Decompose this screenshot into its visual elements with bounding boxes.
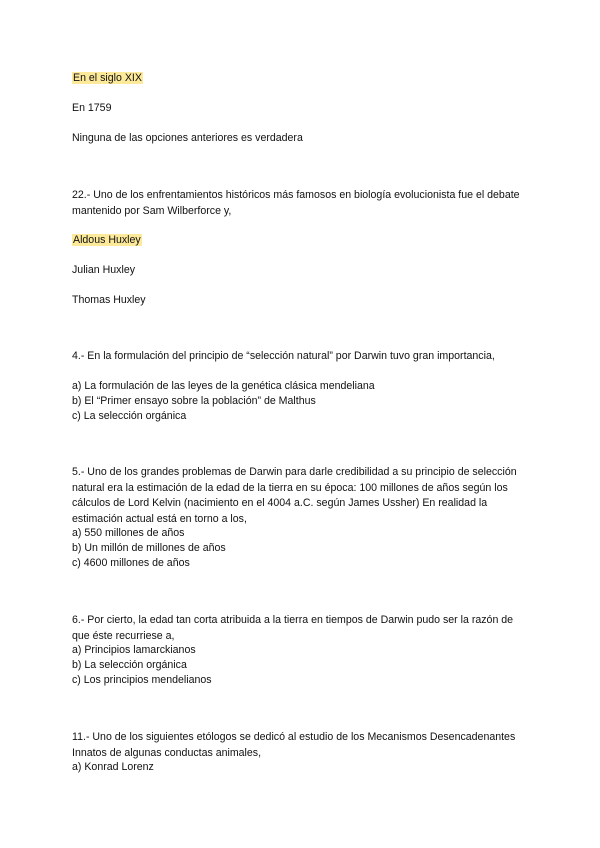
answer-option: c) 4600 millones de años <box>72 557 190 569</box>
highlighted-answer: Aldous Huxley <box>73 234 141 246</box>
answer-option: c) La selección orgánica <box>72 410 187 422</box>
answer-option: Julian Huxley <box>72 264 136 276</box>
answer-option: c) Los principios mendelianos <box>72 674 212 686</box>
highlighted-answer: En el siglo XIX <box>73 72 142 84</box>
answer-option <box>72 233 142 248</box>
answer-option: b) La selección orgánica <box>72 659 187 671</box>
question-text: 11.- Uno de los siguientes etólogos se dedicó al estudio de los Mecanismos Desencadenantes Innatos de algunas conductas animales, <box>72 731 516 759</box>
question-text: 4.- En la formulación del principio de “selección natural” por Darwin tuvo gran importancia, <box>72 350 495 362</box>
answer-option: Thomas Huxley <box>72 294 146 306</box>
answer-option: a) 550 millones de años <box>72 527 185 539</box>
answer-option: b) El “Primer ensayo sobre la población” de Malthus <box>72 395 316 407</box>
answer-option: b) Un millón de millones de años <box>72 542 226 554</box>
answer-option: a) Principios lamarckianos <box>72 644 196 656</box>
question-text: 22.- Uno de los enfrentamientos históricos más famosos en biología evolucionista fue el debate mantenido por Sam Wilberforce y, <box>72 189 520 217</box>
question-text: 6.- Por cierto, la edad tan corta atribuida a la tierra en tiempos de Darwin pudo ser la razón de que éste recurriese a, <box>72 614 514 642</box>
question-text: 5.- Uno de los grandes problemas de Darwin para darle credibilidad a su principio de selección natural era la estimación de la edad de la tierra en su época: 100 millones de años según los cálculos de Lord Kelvin (nacimiento en el 4004 a.C. según James Ussher) En realidad la estimación actual está en torno a los, <box>72 466 517 525</box>
answer-option <box>72 71 143 86</box>
answer-option: a) Konrad Lorenz <box>72 761 154 773</box>
answer-option: Ninguna de las opciones anteriores es verdadera <box>72 132 303 144</box>
answer-option: En 1759 <box>72 102 112 114</box>
answer-option: a) La formulación de las leyes de la genética clásica mendeliana <box>72 380 375 392</box>
